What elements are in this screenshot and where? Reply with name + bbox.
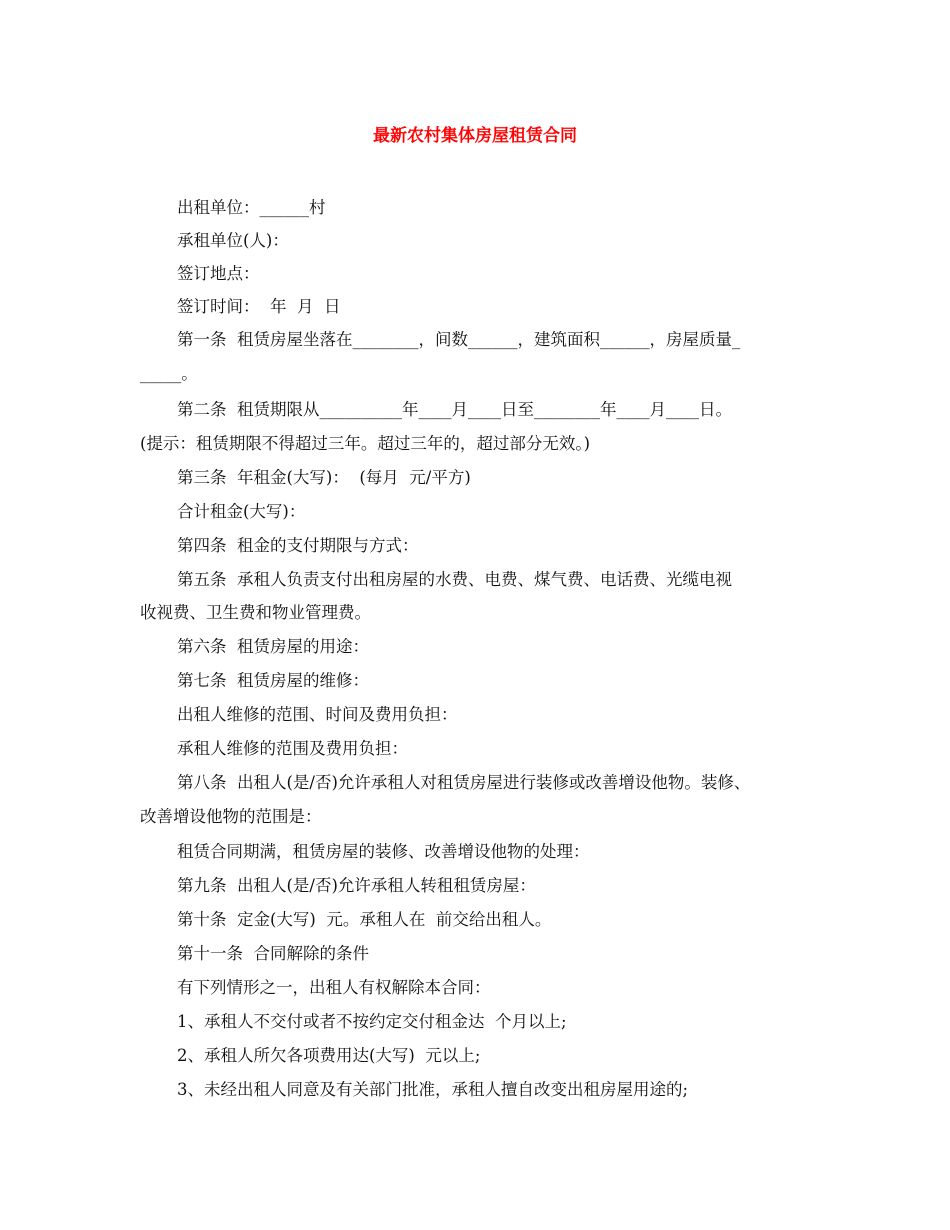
text-line: 承租单位(人)： <box>177 231 289 250</box>
text-line: 1、承租人不交付或者不按约定交付租金达 个月以上; <box>177 1012 567 1031</box>
text-line: 收视费、卫生费和物业管理费。 <box>140 603 371 622</box>
text-line: 第十条 定金(大写) 元。承租人在 前交给出租人。 <box>177 910 552 929</box>
text-line: 第三条 年租金(大写)： (每月 元/平方) <box>177 468 471 487</box>
text-line: 第六条 租赁房屋的用途： <box>177 637 369 656</box>
text-line: _____。 <box>140 364 198 383</box>
text-line: 第七条 租赁房屋的维修： <box>177 671 369 690</box>
text-line: 第八条 出租人(是/否)允许承租人对租赁房屋进行装修或改善增设他物。装修、 <box>177 773 751 792</box>
text-line: 有下列情形之一，出租人有权解除本合同： <box>177 978 491 997</box>
text-line: 第二条 租赁期限从__________年____月____日至________年____月____日。 <box>177 400 732 419</box>
text-line: 3、未经出租人同意及有关部门批准，承租人擅自改变出租房屋用途的; <box>177 1080 689 1099</box>
text-line: 合计租金(大写)： <box>177 502 306 521</box>
text-line: 租赁合同期满，租赁房屋的装修、改善增设他物的处理： <box>177 842 590 861</box>
text-line: 第一条 租赁房屋坐落在________，间数______，建筑面积______，房屋质量_ <box>177 330 741 349</box>
document-title: 最新农村集体房屋租赁合同 <box>373 126 577 146</box>
text-line: 签订时间： 年 月 日 <box>177 297 341 316</box>
text-line: 出租人维修的范围、时间及费用负担： <box>177 705 458 724</box>
text-line: 2、承租人所欠各项费用达(大写) 元以上; <box>177 1046 481 1065</box>
text-line: 第九条 出租人(是/否)允许承租人转租租赁房屋： <box>177 876 536 895</box>
text-line: 签订地点： <box>177 264 260 283</box>
text-line: 改善增设他物的范围是： <box>140 807 322 826</box>
text-line: 出租单位：______村 <box>177 198 326 217</box>
text-line: 第四条 租金的支付期限与方式： <box>177 536 419 555</box>
text-line: (提示：租赁期限不得超过三年。超过三年的，超过部分无效。) <box>140 434 591 453</box>
text-line: 第五条 承租人负责支付出租房屋的水费、电费、煤气费、电话费、光缆电视 <box>177 570 732 589</box>
text-line: 承租人维修的范围及费用负担： <box>177 739 408 758</box>
text-line: 第十一条 合同解除的条件 <box>177 944 369 963</box>
